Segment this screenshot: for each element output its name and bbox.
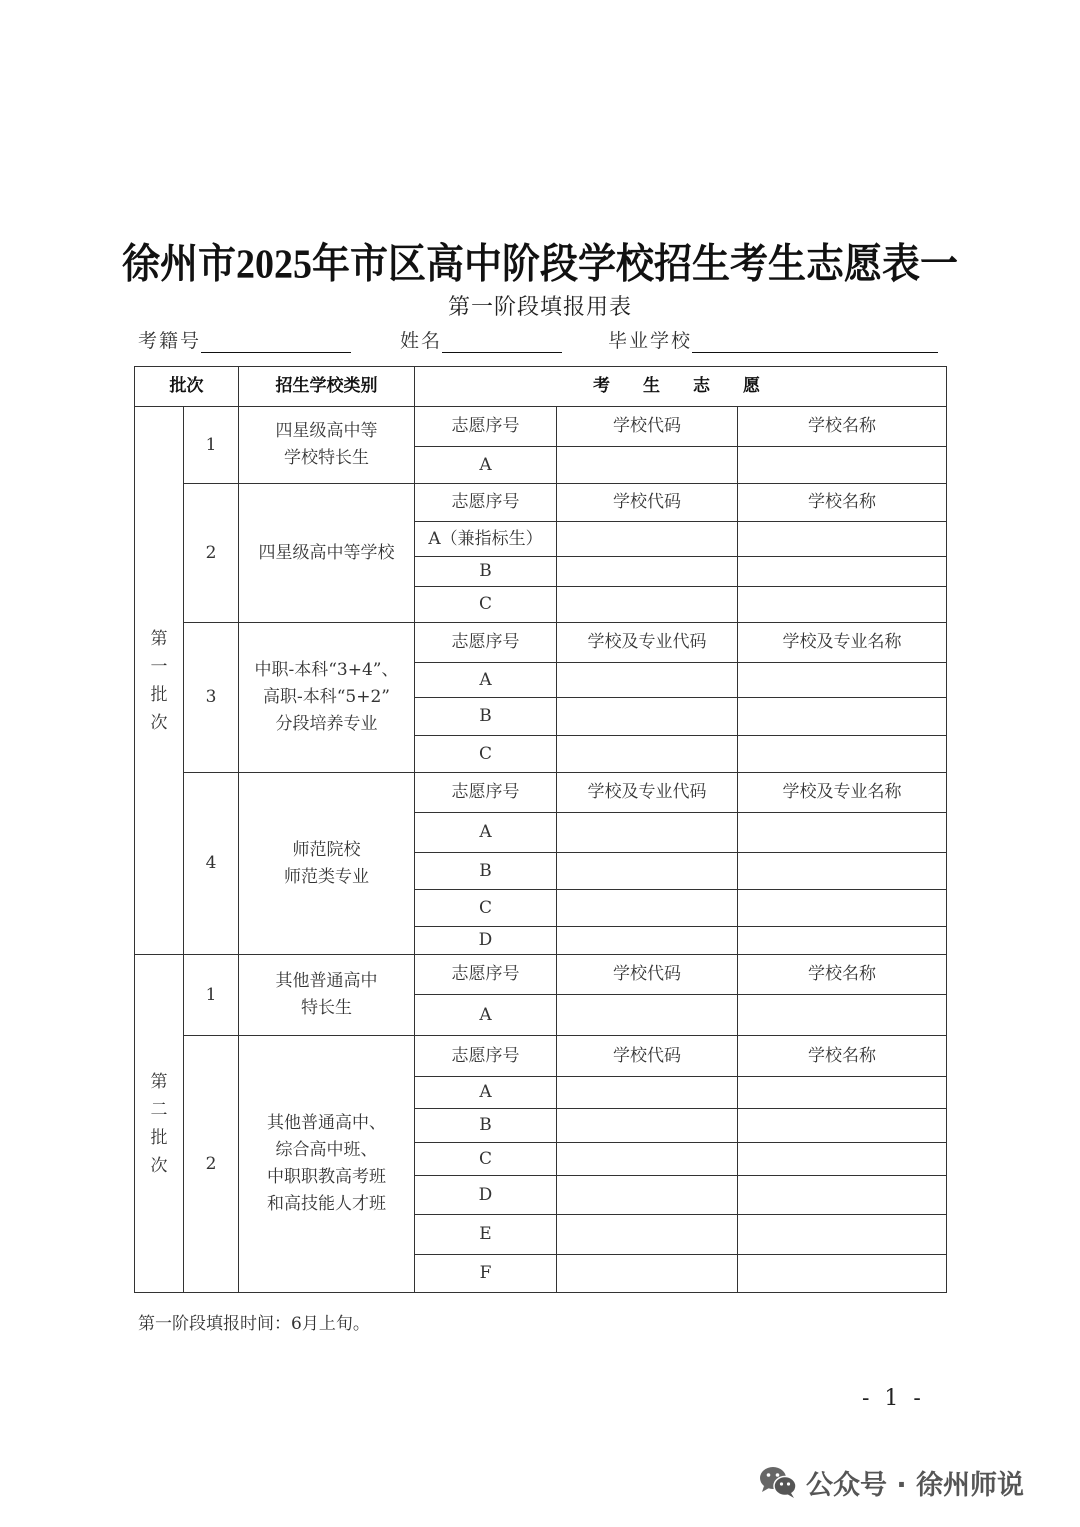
school-major-code-input[interactable] [557, 736, 738, 773]
group-number: 3 [184, 623, 239, 773]
school-name-input[interactable] [738, 1215, 947, 1255]
school-name-input[interactable] [738, 447, 947, 484]
graduated-school-label: 毕业学校 [608, 330, 693, 352]
header-batch: 批次 [135, 367, 239, 407]
order-header: 志愿序号 [415, 773, 557, 813]
order-header: 志愿序号 [415, 623, 557, 663]
code-header: 学校及专业代码 [557, 773, 738, 813]
school-major-name-input[interactable] [738, 813, 947, 853]
watermark-text: 公众号 · 徐州师说 [806, 1469, 1025, 1501]
code-header: 学校代码 [557, 1036, 738, 1077]
order-header: 志愿序号 [415, 407, 557, 447]
name-header: 学校名称 [738, 955, 947, 995]
code-header: 学校代码 [557, 484, 738, 522]
name-header: 学校名称 [738, 1036, 947, 1077]
group-category: 师范院校 师范类专业 [239, 773, 415, 955]
wish-slot: A [415, 813, 557, 853]
table-header-row [135, 367, 947, 407]
school-major-code-input[interactable] [557, 813, 738, 853]
exam-id-input[interactable] [201, 330, 351, 353]
wish-slot: A [415, 995, 557, 1036]
school-code-input[interactable] [557, 557, 738, 587]
school-name-input[interactable] [738, 1109, 947, 1143]
wish-slot: B [415, 853, 557, 890]
school-code-input[interactable] [557, 522, 738, 557]
school-code-input[interactable] [557, 1077, 738, 1109]
group-category: 四星级高中等 学校特长生 [239, 407, 415, 484]
name-header: 学校名称 [738, 407, 947, 447]
name-label: 姓名 [400, 330, 443, 352]
graduated-school-input[interactable] [692, 330, 938, 353]
school-code-input[interactable] [557, 587, 738, 623]
group-category: 其他普通高中 特长生 [239, 955, 415, 1036]
school-major-name-input[interactable] [738, 927, 947, 955]
watermark [758, 1460, 1024, 1504]
document-title: 徐州市2025年市区高中阶段学校招生考生志愿表一 [121, 241, 958, 288]
school-name-input[interactable] [738, 1255, 947, 1293]
wish-slot: A [415, 1077, 557, 1109]
wish-slot: C [415, 1143, 557, 1176]
school-name-input[interactable] [738, 1077, 947, 1109]
school-major-name-input[interactable] [738, 736, 947, 773]
wish-slot: A [415, 447, 557, 484]
wish-slot: A [415, 663, 557, 698]
name-header: 学校及专业名称 [738, 623, 947, 663]
school-name-input[interactable] [738, 522, 947, 557]
school-name-input[interactable] [738, 1176, 947, 1215]
school-code-input[interactable] [557, 995, 738, 1036]
school-major-name-input[interactable] [738, 663, 947, 698]
wish-slot: E [415, 1215, 557, 1255]
order-header: 志愿序号 [415, 1036, 557, 1077]
school-code-input[interactable] [557, 1143, 738, 1176]
group-number: 4 [184, 773, 239, 955]
wish-slot: D [415, 927, 557, 955]
wish-slot: C [415, 890, 557, 927]
school-code-input[interactable] [557, 447, 738, 484]
document-subtitle: 第一阶段填报用表 [447, 295, 632, 320]
wechat-icon [758, 1464, 798, 1500]
name-header: 学校名称 [738, 484, 947, 522]
footnote-deadline: 第一阶段填报时间：6月上旬。 [138, 1314, 370, 1334]
school-name-input[interactable] [738, 1143, 947, 1176]
name-field[interactable] [400, 326, 562, 353]
group-number: 2 [184, 484, 239, 623]
table-row [135, 484, 947, 522]
school-code-input[interactable] [557, 1215, 738, 1255]
table-row [135, 407, 947, 447]
wish-slot: A（兼指标生） [415, 522, 557, 557]
table-row [135, 623, 947, 663]
school-major-code-input[interactable] [557, 890, 738, 927]
wish-slot: C [415, 587, 557, 623]
batch-label-1: 第一批次 [135, 407, 184, 955]
wish-slot: B [415, 698, 557, 736]
name-input[interactable] [442, 330, 562, 353]
school-name-input[interactable] [738, 995, 947, 1036]
school-name-input[interactable] [738, 557, 947, 587]
exam-id-label: 考籍号 [138, 330, 202, 352]
group-number: 2 [184, 1036, 239, 1293]
school-major-name-input[interactable] [738, 853, 947, 890]
group-number: 1 [184, 407, 239, 484]
group-number: 1 [184, 955, 239, 1036]
name-header: 学校及专业名称 [738, 773, 947, 813]
exam-id-field[interactable] [138, 326, 351, 353]
school-major-code-input[interactable] [557, 663, 738, 698]
table-row [135, 955, 947, 995]
application-form-table [134, 366, 947, 1293]
table-row [135, 1036, 947, 1077]
wish-slot: D [415, 1176, 557, 1215]
order-header: 志愿序号 [415, 484, 557, 522]
school-major-code-input[interactable] [557, 698, 738, 736]
school-major-code-input[interactable] [557, 927, 738, 955]
school-major-name-input[interactable] [738, 698, 947, 736]
code-header: 学校代码 [557, 407, 738, 447]
school-name-input[interactable] [738, 587, 947, 623]
wish-slot: B [415, 1109, 557, 1143]
school-major-code-input[interactable] [557, 853, 738, 890]
page-number: - 1 - [862, 1386, 925, 1411]
applicant-info-row [138, 326, 943, 354]
school-code-input[interactable] [557, 1176, 738, 1215]
code-header: 学校及专业代码 [557, 623, 738, 663]
wish-slot: B [415, 557, 557, 587]
group-category: 其他普通高中、 综合高中班、 中职职教高考班 和高技能人才班 [239, 1036, 415, 1293]
school-code-input[interactable] [557, 1255, 738, 1293]
school-code-input[interactable] [557, 1109, 738, 1143]
code-header: 学校代码 [557, 955, 738, 995]
group-category: 中职-本科“3+4”、 高职-本科“5+2” 分段培养专业 [239, 623, 415, 773]
graduated-school-field[interactable] [608, 326, 938, 353]
batch-label-2: 第二批次 [135, 955, 184, 1293]
group-category: 四星级高中等学校 [239, 484, 415, 623]
header-wishes: 考 生 志 愿 [415, 367, 947, 407]
wish-slot: F [415, 1255, 557, 1293]
table-row [135, 773, 947, 813]
wish-slot: C [415, 736, 557, 773]
school-major-name-input[interactable] [738, 890, 947, 927]
header-category: 招生学校类别 [239, 367, 415, 407]
order-header: 志愿序号 [415, 955, 557, 995]
